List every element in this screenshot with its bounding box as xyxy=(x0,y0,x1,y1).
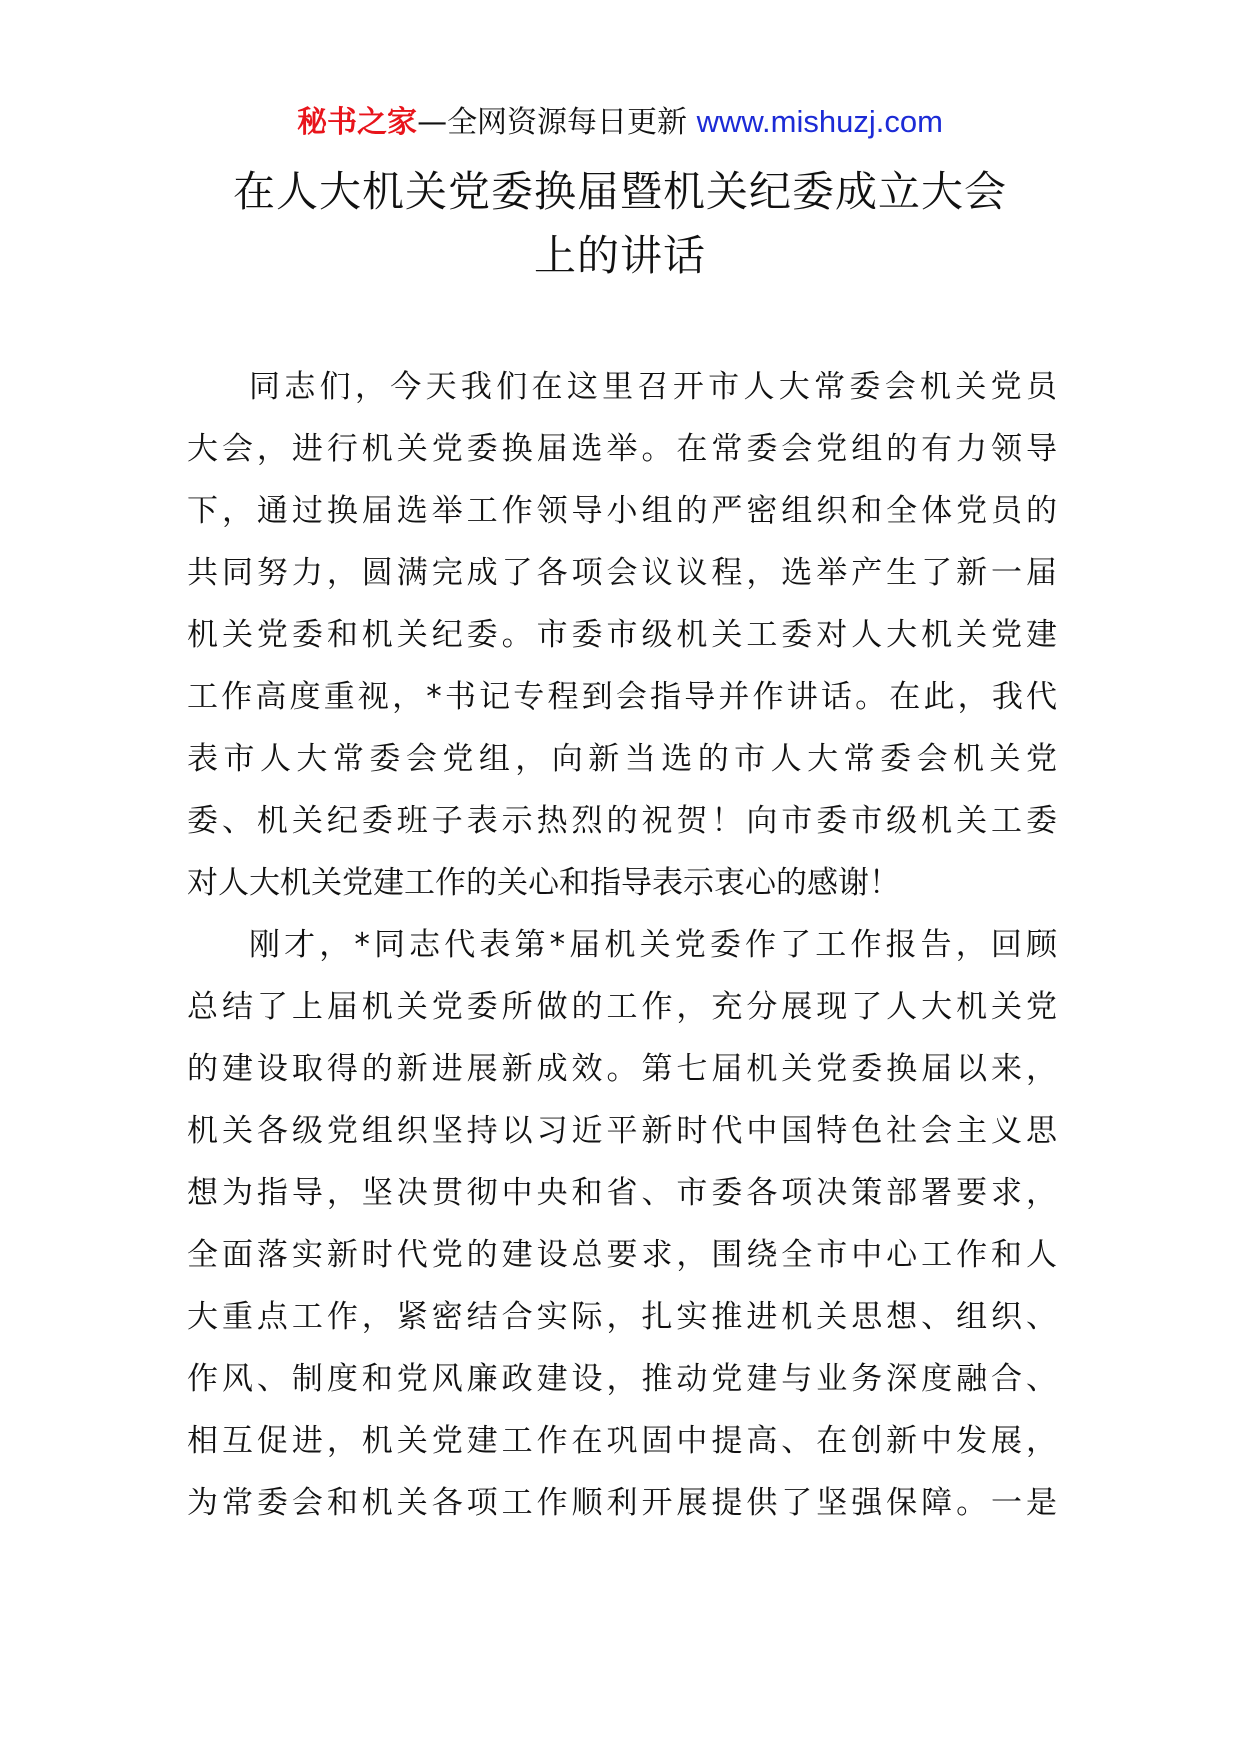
paragraph-line: 机关党委和机关纪委。市委市级机关工委对人大机关党建 xyxy=(187,617,1057,653)
banner-tagline: —全网资源每日更新 xyxy=(417,105,697,140)
paragraph-line: 全面落实新时代党的建设总要求，围绕全市中心工作和人 xyxy=(187,1237,1057,1273)
brand-name: 秘书之家 xyxy=(297,105,418,140)
paragraph-line: 委、机关纪委班子表示热烈的祝贺！向市委市级机关工委 xyxy=(187,803,1057,839)
paragraph-line: 想为指导，坚决贯彻中央和省、市委各项决策部署要求， xyxy=(187,1175,1057,1211)
paragraph-line: 相互促进，机关党建工作在巩固中提高、在创新中发展， xyxy=(187,1423,1057,1459)
paragraph-line: 共同努力，圆满完成了各项会议议程，选举产生了新一届 xyxy=(187,555,1057,591)
site-banner xyxy=(0,100,1240,145)
document-body xyxy=(187,356,1057,1534)
paragraph-1 xyxy=(187,356,1057,914)
paragraph-line: 大重点工作，紧密结合实际，扎实推进机关思想、组织、 xyxy=(187,1299,1057,1335)
paragraph-line: 同志们，今天我们在这里召开市人大常委会机关党员 xyxy=(249,369,1057,405)
paragraph-line: 对人大机关党建工作的关心和指导表示衷心的感谢！ xyxy=(187,865,900,901)
paragraph-line: 为常委会和机关各项工作顺利开展提供了坚强保障。一是 xyxy=(187,1485,1057,1521)
paragraph-line: 总结了上届机关党委所做的工作，充分展现了人大机关党 xyxy=(187,989,1057,1025)
paragraph-line: 刚才，*同志代表第*届机关党委作了工作报告，回顾 xyxy=(249,927,1057,963)
paragraph-line: 作风、制度和党风廉政建设，推动党建与业务深度融合、 xyxy=(187,1361,1057,1397)
title-line-1: 在人大机关党委换届暨机关纪委成立大会 xyxy=(232,167,1007,216)
paragraph-line: 表市人大常委会党组，向新当选的市人大常委会机关党 xyxy=(187,741,1057,777)
document-title xyxy=(150,160,1090,288)
paragraph-2 xyxy=(187,914,1057,1534)
paragraph-line: 大会，进行机关党委换届选举。在常委会党组的有力领导 xyxy=(187,431,1057,467)
site-url-link[interactable]: www.mishuzj.com xyxy=(696,104,943,139)
paragraph-line: 机关各级党组织坚持以习近平新时代中国特色社会主义思 xyxy=(187,1113,1057,1149)
paragraph-line: 工作高度重视，*书记专程到会指导并作讲话。在此，我代 xyxy=(187,679,1057,715)
title-line-2: 上的讲话 xyxy=(533,231,706,280)
paragraph-line: 下，通过换届选举工作领导小组的严密组织和全体党员的 xyxy=(187,493,1057,529)
paragraph-line: 的建设取得的新进展新成效。第七届机关党委换届以来， xyxy=(187,1051,1057,1087)
